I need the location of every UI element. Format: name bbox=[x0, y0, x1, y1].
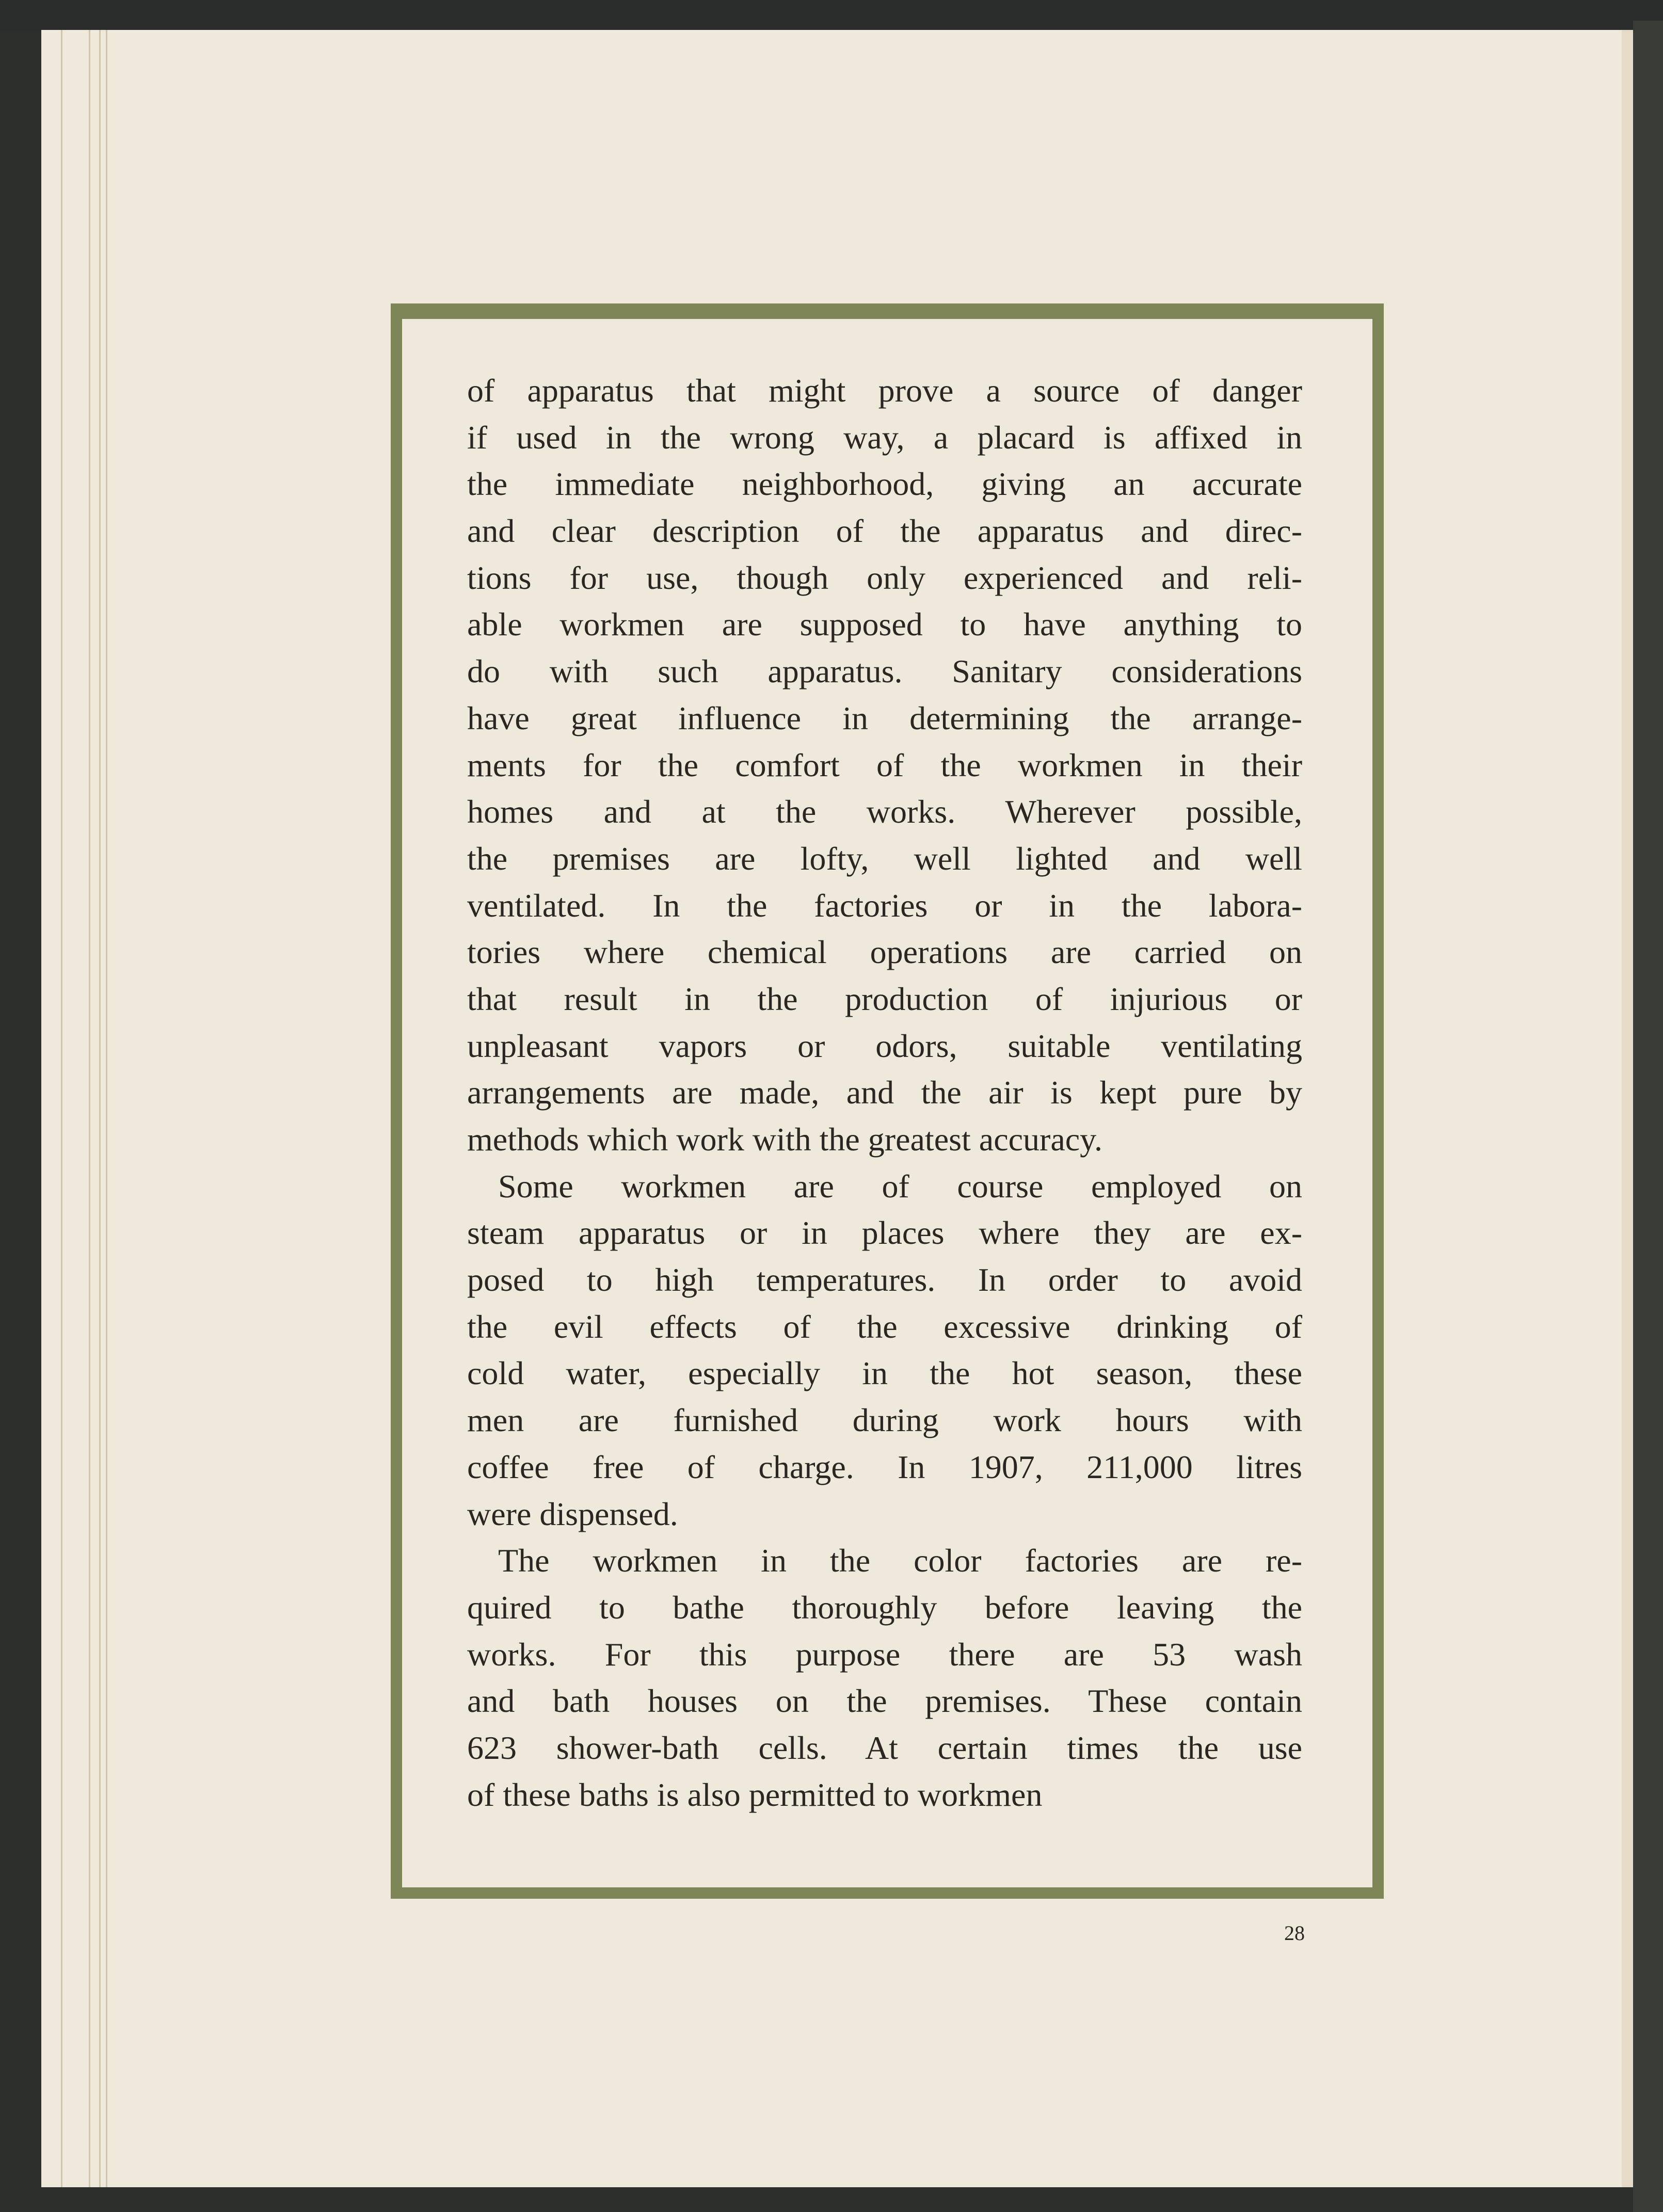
page-number: 28 bbox=[1284, 1921, 1305, 1945]
text-line: coffee free of charge. In 1907, 211,000 litres bbox=[467, 1448, 1302, 1485]
facing-page-edge bbox=[1622, 30, 1633, 2187]
text-line: the evil effects of the excessive drinking of bbox=[467, 1308, 1302, 1345]
text-line: ventilated. In the factories or in the labora- bbox=[467, 887, 1302, 924]
text-line: of these baths is also permitted to workmen bbox=[467, 1776, 1043, 1813]
page-edge bbox=[89, 30, 90, 2187]
text-line: do with such apparatus. Sanitary considerations bbox=[467, 653, 1302, 690]
text-line: unpleasant vapors or odors, suitable ventilating bbox=[467, 1027, 1302, 1064]
text-line: were dispensed. bbox=[467, 1495, 678, 1532]
text-line: that result in the production of injurious or bbox=[467, 980, 1302, 1017]
book-cover-right bbox=[1633, 21, 1663, 2212]
text-line: of apparatus that might prove a source of danger bbox=[467, 372, 1302, 409]
paragraph bbox=[467, 1537, 1302, 1818]
text-line: Some workmen are of course employed on bbox=[498, 1167, 1302, 1205]
text-line: arrangements are made, and the air is kept pure by bbox=[467, 1074, 1302, 1111]
body-text bbox=[467, 367, 1302, 1818]
page-edge bbox=[61, 30, 62, 2187]
book-cover-top bbox=[0, 0, 1663, 31]
text-line: steam apparatus or in places where they are ex- bbox=[467, 1214, 1302, 1252]
text-line: posed to high temperatures. In order to avoid bbox=[467, 1261, 1302, 1299]
text-line: methods which work with the greatest accuracy. bbox=[467, 1121, 1102, 1158]
text-line: ments for the comfort of the workmen in their bbox=[467, 746, 1302, 783]
text-line: tories where chemical operations are carried on bbox=[467, 934, 1302, 971]
text-line: if used in the wrong way, a placard is affixed in bbox=[467, 419, 1302, 456]
text-line: works. For this purpose there are 53 wash bbox=[467, 1636, 1302, 1673]
paragraph bbox=[467, 1163, 1302, 1538]
text-line: and bath houses on the premises. These contain bbox=[467, 1682, 1302, 1720]
text-line: quired to bathe thoroughly before leaving the bbox=[467, 1589, 1302, 1626]
text-line: able workmen are supposed to have anything to bbox=[467, 606, 1302, 643]
text-line: The workmen in the color factories are re- bbox=[498, 1542, 1302, 1579]
text-line: the premises are lofty, well lighted and well bbox=[467, 840, 1302, 877]
text-line: have great influence in determining the arrange- bbox=[467, 699, 1302, 736]
page-edge bbox=[99, 30, 101, 2187]
text-line: and clear description of the apparatus and direc- bbox=[467, 512, 1302, 550]
page-edge bbox=[106, 30, 107, 2187]
text-line: 623 shower-bath cells. At certain times the use bbox=[467, 1729, 1302, 1766]
text-line: cold water, especially in the hot season, these bbox=[467, 1355, 1302, 1392]
text-line: homes and at the works. Wherever possible, bbox=[467, 793, 1302, 830]
paragraph bbox=[467, 367, 1302, 1163]
text-line: tions for use, though only experienced and reli- bbox=[467, 559, 1302, 596]
text-line: men are furnished during work hours with bbox=[467, 1402, 1302, 1439]
text-line: the immediate neighborhood, giving an accurate bbox=[467, 466, 1302, 503]
